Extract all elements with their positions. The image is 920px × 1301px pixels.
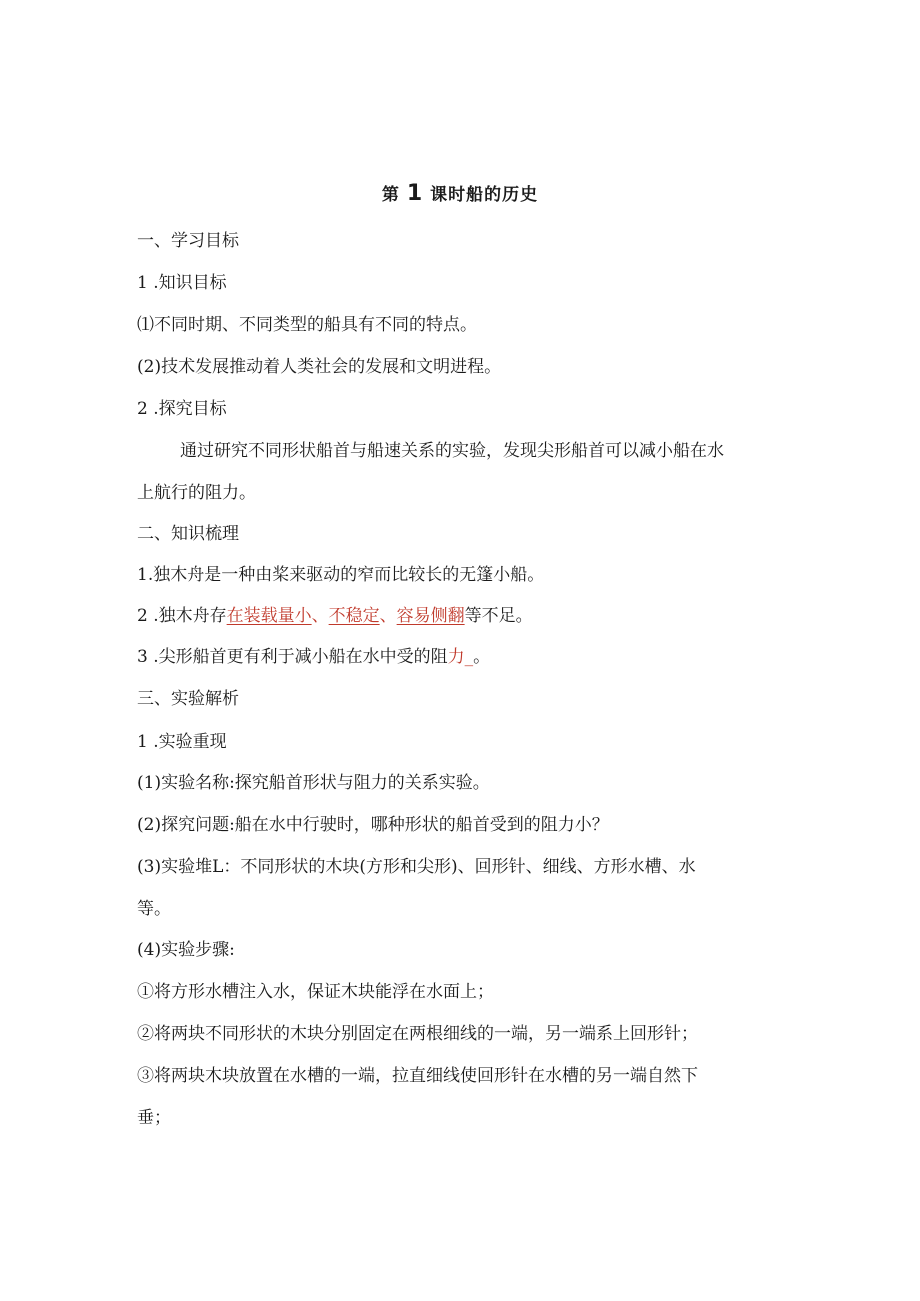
section-heading-learning-goals: 一、学习目标	[137, 231, 239, 251]
experiment-step-2: ②将两块不同形状的木块分别固定在两根细线的一端，另一端系上回形针；	[137, 1024, 698, 1044]
title-suffix: 课时船的历史	[430, 185, 539, 205]
experiment-step-1: ①将方形水槽注入水，保证木块能浮在水面上；	[137, 982, 494, 1002]
answer-blank-2: 不稳定	[328, 606, 380, 626]
inquiry-goal-paragraph-line-1: 通过研究不同形状船首与船速关系的实验，发现尖形船首可以减小船在水	[180, 441, 724, 461]
inquiry-goal-heading: 2 .探究目标	[137, 399, 227, 419]
review-item-2-prefix: 2 .独木舟存	[137, 606, 227, 626]
answer-blank-4: 力_	[447, 647, 474, 667]
review-item-3	[137, 645, 490, 669]
experiment-materials-line-1: (3)实验堆L：不同形状的木块(方形和尖形)、回形针、细线、方形水槽、水	[137, 857, 696, 877]
experiment-materials-line-2: 等。	[137, 899, 171, 919]
answer-separator-1: 、	[311, 606, 329, 626]
knowledge-goal-item-2: (2)技术发展推动着人类社会的发展和文明进程。	[137, 357, 502, 377]
section-heading-knowledge-review: 二、知识梳理	[137, 524, 239, 544]
answer-blank-3: 容易侧翻	[396, 606, 465, 626]
answer-separator-2: 、	[379, 606, 397, 626]
review-item-2-suffix: 等不足。	[464, 606, 533, 626]
review-item-3-prefix: 3 .尖形船首更有利于减小船在水中受的阻	[137, 647, 448, 667]
title-prefix: 第	[381, 185, 400, 205]
experiment-step-3-line-1: ③将两块木块放置在水槽的一端，拉直细线使回形针在水槽的另一端自然下	[137, 1066, 698, 1086]
experiment-reproduction-heading: 1 .实验重现	[137, 732, 227, 752]
inquiry-goal-paragraph-line-2: 上航行的阻力。	[137, 483, 256, 503]
review-item-1: 1.独木舟是一种由桨来驱动的窄而比较长的无篷小船。	[137, 565, 545, 585]
review-item-3-suffix: 。	[473, 647, 491, 667]
experiment-step-3-line-2: 垂；	[137, 1108, 171, 1128]
knowledge-goal-heading: 1 .知识目标	[137, 273, 227, 293]
title-number: 1	[406, 181, 424, 206]
review-item-2	[137, 604, 533, 628]
experiment-question: (2)探究问题:船在水中行驶时，哪种形状的船首受到的阻力小？	[137, 815, 609, 835]
page-title	[0, 180, 920, 206]
knowledge-goal-item-1: ⑴不同时期、不同类型的船具有不同的特点。	[137, 315, 477, 335]
experiment-steps-heading: (4)实验步骤:	[137, 940, 235, 960]
experiment-name: (1)实验名称:探究船首形状与阻力的关系实验。	[137, 773, 490, 793]
section-heading-experiment-analysis: 三、实验解析	[137, 689, 239, 709]
answer-blank-1: 在装载量小	[226, 606, 312, 626]
